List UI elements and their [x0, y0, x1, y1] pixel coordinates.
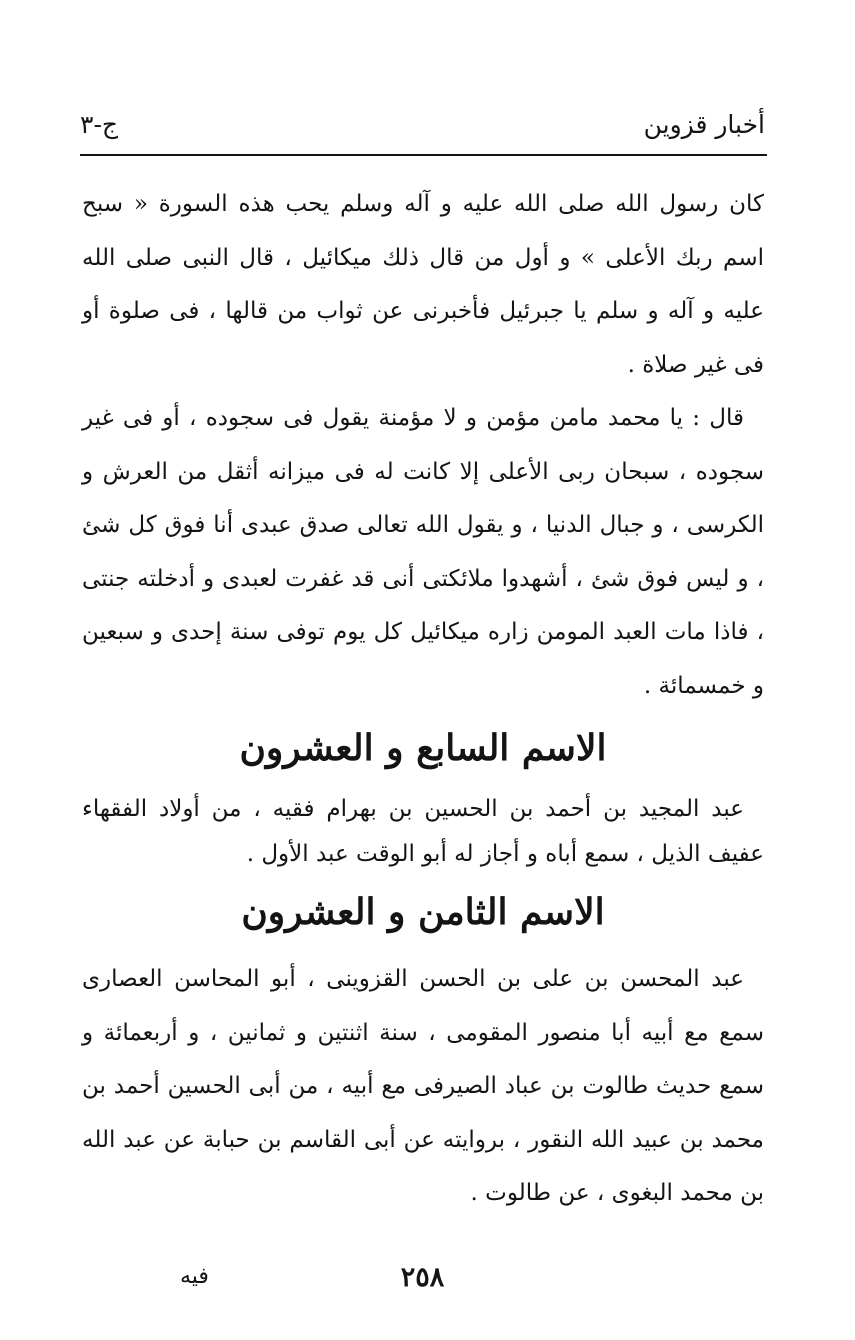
page-header [80, 110, 765, 152]
catchword: فيه [180, 1264, 209, 1289]
page-footer [80, 1262, 765, 1302]
page-body [82, 178, 764, 1221]
paragraph-1: كان رسول الله صلى الله عليه و آله وسلم يحب هذه السورة « سبح اسم ربك الأعلى » و أول من قال ذلك ميكائيل ، قال النبى صلى الله عليه و آله و سلم يا جبرئيل فأخبرنى عن ثواب من قالها ، فى صلوة أو فى غير صلاة . [82, 191, 764, 378]
paragraph-4: عبد المحسن بن على بن الحسن القزوينى ، أبو المحاسن العصارى سمع مع أبيه أبا منصور المقومى ، سنة اثنتين و ثمانين ، و أربعمائة و سمع حديث طالوت بن عباد الصيرفى مع أبيه ، من أبى الحسين أحمد بن محمد بن عبيد الله النقور ، بروايته عن أبى القاسم بن حبابة عن عبد الله بن محمد البغوى ، عن طالوت . [82, 966, 764, 1206]
section-heading-28: الاسم الثامن و العشرون [241, 891, 605, 933]
section-heading-27: الاسم السابع و العشرون [239, 727, 607, 769]
paragraph-2: قال : يا محمد مامن مؤمن و لا مؤمنة يقول فى سجوده ، أو فى غير سجوده ، سبحان ربى الأعلى إلا كانت له فى ميزانه أثقل من العرش و الكرسى ، و جبال الدنيا ، و يقول الله تعالى صدق عبدى أنا فوق كل شئ ، و ليس فوق شئ ، أشهدوا ملائكتى أنى قد غفرت لعبدى و أدخلته جنتى ، فاذا مات العبد المومن زاره ميكائيل كل يوم توفى سنة إحدى و سبعين و خمسمائة . [82, 405, 764, 699]
header-rule [80, 154, 767, 156]
running-title: أخبار قزوين [643, 110, 765, 139]
page-number: ٢٥٨ [400, 1262, 445, 1293]
paragraph-3: عبد المجيد بن أحمد بن الحسين بن بهرام فقيه ، من أولاد الفقهاء عفيف الذيل ، سمع أباه و أجاز له أبو الوقت عبد الأول . [82, 796, 764, 867]
volume-number: ج-٣ [80, 110, 119, 139]
